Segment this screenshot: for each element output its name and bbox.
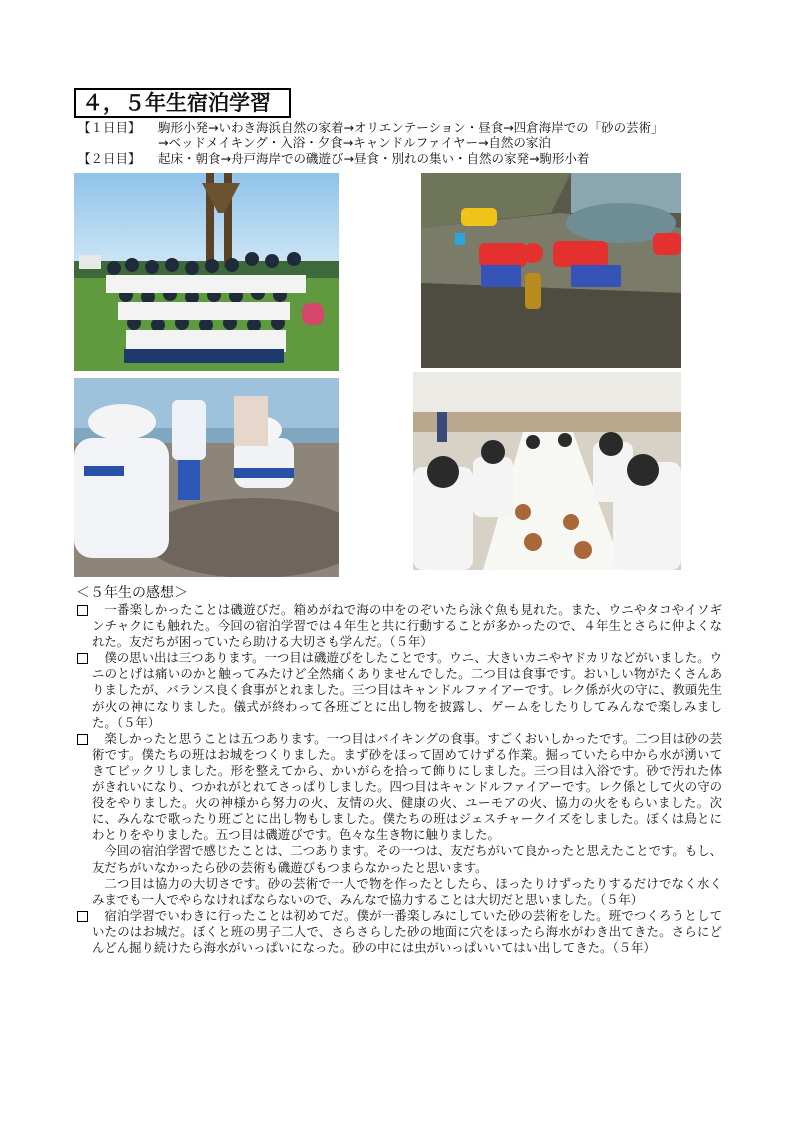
schedule-day1 [78,120,664,136]
impression-text: 一番楽しかったことは磯遊びだ。箱めがねで海の中をのぞいたら泳ぐ魚も見れた。また、ウニやタコやイソギンチャクにも触れた。今回の宿泊学習では４年生と共に行動することが多かったので、４年生とさらに仲よくなれた。友だちが困っていたら助ける大切さも学んだ。（５年） [92,602,722,650]
checkbox-square-icon [77,911,88,922]
impressions-list [76,602,722,956]
schedule-day2-line1: 起床・朝食→舟戸海岸での磯遊び→昼食・別れの集い・自然の家発→駒形小着 [158,151,590,166]
impression-entry-2 [76,650,722,730]
dining-photo-icon [413,372,681,570]
group-photo-icon [74,173,339,371]
checkbox-square-icon [77,605,88,616]
impression-text: 僕の思い出は三つあります。一つ目は磯遊びをしたことです。ウニ、大きいカニやヤドカリなどがいました。ウニのとげは痛いのかと触ってみたけど全然痛くありませんでした。二つ目は食事です。おいしい物がたくさんありましたが、バランス良く食事がとれました。三つ目はキャンドルファイアーです。レク係が火の守に、教頭先生が火の神になりました。儀式が終わって各班ごとに出し物を披露し、ゲームをしたりしてみんなで楽しみました。（５年） [92,650,722,730]
schedule-day1-label: 【１日目】 [78,120,141,135]
impression-entry-1 [76,602,722,650]
schedule-day1-line1: 駒形小発→いわき海浜自然の家着→オリエンテーション・昼食→四倉海岸での「砂の芸術」 [158,120,664,135]
schedule-day1-cont [158,135,551,151]
schedule-day2 [78,151,589,167]
impression-text: 今回の宿泊学習で感じたことは、二つあります。その一つは、友だちがいて良かったと思えたことです。もし、友だちがいなかったら砂の芸術も磯遊びもつまらなかったと思います。 [92,843,722,875]
schedule-day1-line2: →ベッドメイキング・入浴・夕食→キャンドルファイヤー→自然の家泊 [158,135,551,150]
impression-entry-4 [76,908,722,956]
dining-photo [413,372,681,570]
checkbox-square-icon [77,653,88,664]
section-title: ４，５年生宿泊学習 [74,88,291,118]
impressions-heading: ＜５年生の感想＞ [76,585,188,601]
sand-art-photo [74,378,339,577]
rock-pool-photo [421,173,681,368]
schedule-day2-label: 【２日目】 [78,151,141,166]
group-photo [74,173,339,371]
impression-entry-3 [76,731,722,908]
impression-text: 宿泊学習でいわきに行ったことは初めてだ。僕が一番楽しみにしていた砂の芸術をした。班でつくろうとしていたのはお城だ。ぼくと班の男子二人で、さらさらした砂の地面に穴をほったら海水がわき出てきた。さらにどんどん掘り続けたら海水がいっぱいになった。砂の中には虫がいっぱいいてはい出してきた。（５年） [92,907,722,955]
rock-pool-photo-icon [421,173,681,368]
impression-text: 二つ目は協力の大切さです。砂の芸術で一人で物を作ったとしたら、ほったりけずったりするだけでなく水くみまでも一人でやらなければならないので、みんなで協力することは大切だと思いました。（５年） [92,875,722,907]
impression-text: 楽しかったと思うことは五つあります。一つ目はバイキングの食事。すごくおいしかったです。二つ目は砂の芸術です。僕たちの班はお城をつくりました。まず砂をほって固めてけずる作業。掘っていたら中から水が湧いてきてビックリしました。形を整えてから、かいがらを拾って飾りにしました。三つ目は入浴です。砂で汚れた体がきれいになり、つかれがとれてさっぱりしました。四つ目はキャンドルファイアーです。レク係として火の守の役をやりました。火の神様から努力の火、友情の火、健康の火、ユーモアの火、協力の火をもらいました。次に、みんなで歌ったり班ごとに出し物もしました。僕たちの班はジェスチャークイズをしました。ぼくは鳥とにわとりをやりました。五つ目は磯遊びです。色々な生き物に触りました。 [92,730,722,843]
checkbox-square-icon [77,734,88,745]
sand-art-photo-icon [74,378,339,577]
